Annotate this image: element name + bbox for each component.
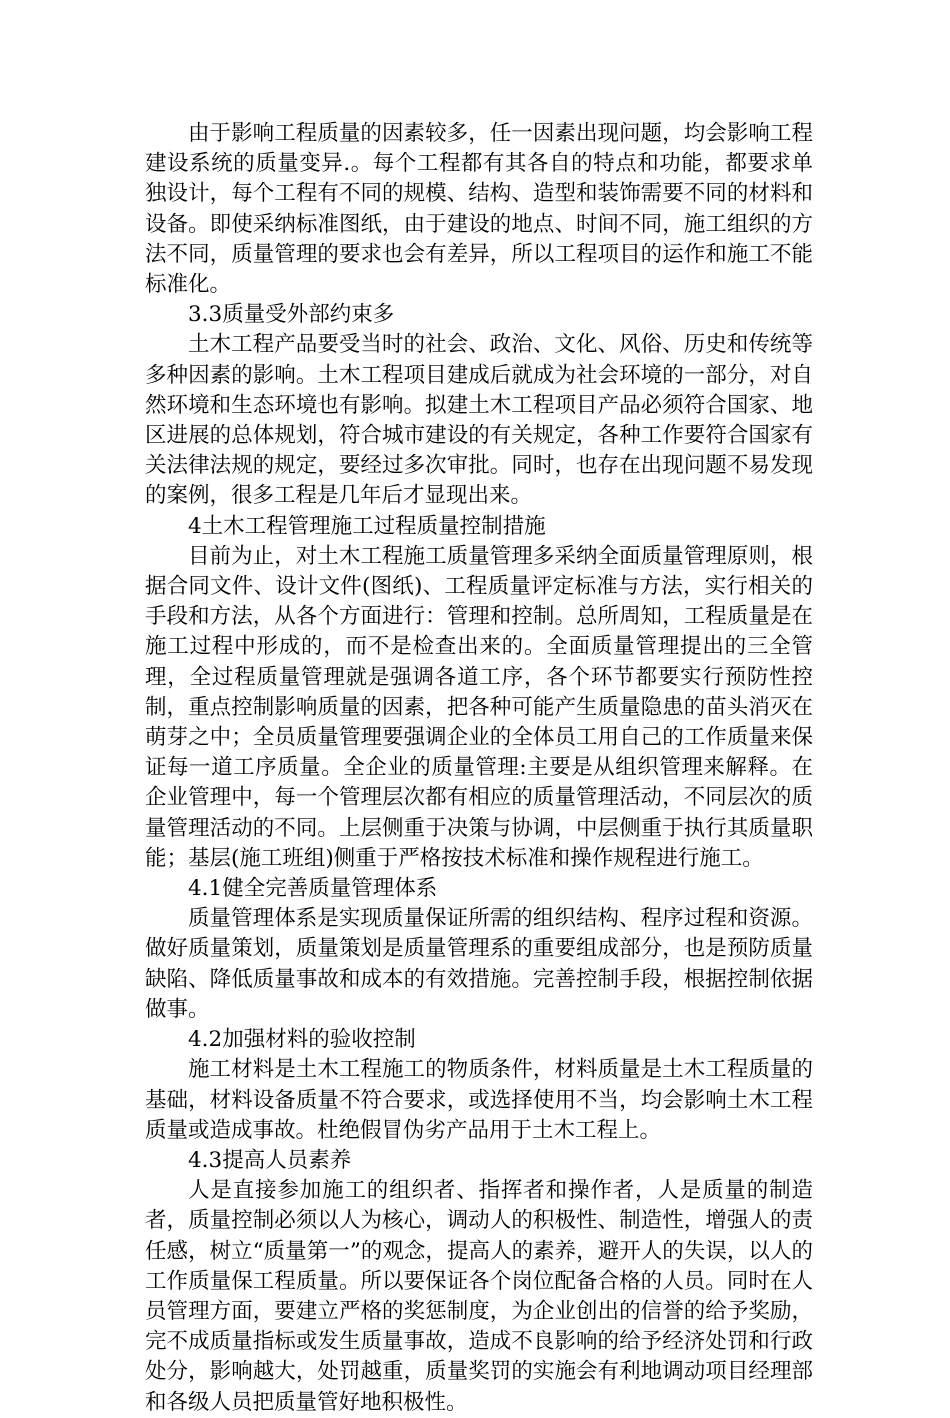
paragraph-personnel-quality: 人是直接参加施工的组织者、指挥者和操作者，人是质量的制造者，质量控制必须以人为核心，调动人的积极性、制造性，增强人的责任感，树立“质量第一”的观念，提高人的素养，避开人的失误，以人的工作质量保工程质量。所以要保证各个岗位配备合格的人员。同时在人员管理方面，要建立严格的奖惩制度，为企业创出的信誉的给予奖励，完不成质量指标或发生质量事故，造成不良影响的给予经济处罚和行政处分，影响越大，处罚越重，质量奖罚的实施会有利地调动项目经理部和各级人员把质量管好地积极性。	[145, 1178, 813, 1415]
paragraph-total-quality-management: 目前为止，对土木工程施工质量管理多采纳全面质量管理原则，根据合同文件、设计文件(图纸)、工程质量评定标准与方法，实行相关的手段和方法，从各个方面进行：管理和控制。总所周知，工程质量是在施工过程中形成的，而不是检查出来的。全面质量管理提出的三全管理，全过程质量管理就是强调各道工序，各个环节都要实行预防性控制，重点控制影响质量的因素，把各种可能产生质量隐患的苗头消灭在萌芽之中；全员质量管理要强调企业的全体员工用自己的工作质量来保证每一道工序质量。全企业的质量管理:主要是从组织管理来解释。在企业管理中，每一个管理层次都有相应的质量管理活动，不同层次的质量管理活动的不同。上层侧重于决策与协调，中层侧重于执行其质量职能；基层(施工班组)侧重于严格按技术标准和操作规程进行施工。	[145, 543, 813, 871]
section-heading-4-1: 4.1健全完善质量管理体系	[188, 876, 438, 902]
section-heading-4-3: 4.3提高人员素养	[188, 1147, 352, 1173]
section-heading-4: 4土木工程管理施工过程质量控制措施	[188, 513, 546, 539]
section-heading-4-2: 4.2加强材料的验收控制	[188, 1027, 416, 1053]
paragraph-material-inspection: 施工材料是土木工程施工的物质条件，材料质量是土木工程质量的基础，材料设备质量不符合要求，或选择使用不当，均会影响土木工程质量或造成事故。杜绝假冒伪劣产品用于土木工程上。	[145, 1057, 813, 1143]
section-heading-3-3: 3.3质量受外部约束多	[188, 302, 395, 328]
paragraph-external-constraints: 土木工程产品要受当时的社会、政治、文化、风俗、历史和传统等多种因素的影响。土木工程项目建成后就成为社会环境的一部分，对自然环境和生态环境也有影响。拟建土木工程项目产品必须符合国家、地区进展的总体规划，符合城市建设的有关规定，各种工作要符合国家有关法律法规的规定，要经过多次审批。同时，也存在出现问题不易发现的案例，很多工程是几年后才显现出来。	[145, 332, 813, 509]
paragraph-quality-variation: 由于影响工程质量的因素较多，任一因素出现问题，均会影响工程建设系统的质量变异.。每个工程都有其各自的特点和功能，都要求单独设计，每个工程有不同的规模、结构、造型和装饰需要不同的材料和设备。即使采纳标准图纸，由于建设的地点、时间不同，施工组织的方法不同，质量管理的要求也会有差异，所以工程项目的运作和施工不能标准化。	[145, 121, 813, 298]
paragraph-quality-system: 质量管理体系是实现质量保证所需的组织结构、程序过程和资源。做好质量策划，质量策划是质量管理系的重要组成部分，也是预防质量缺陷、降低质量事故和成本的有效措施。完善控制手段，根据控制依据做事。	[145, 906, 813, 1022]
document-page	[145, 119, 813, 1418]
